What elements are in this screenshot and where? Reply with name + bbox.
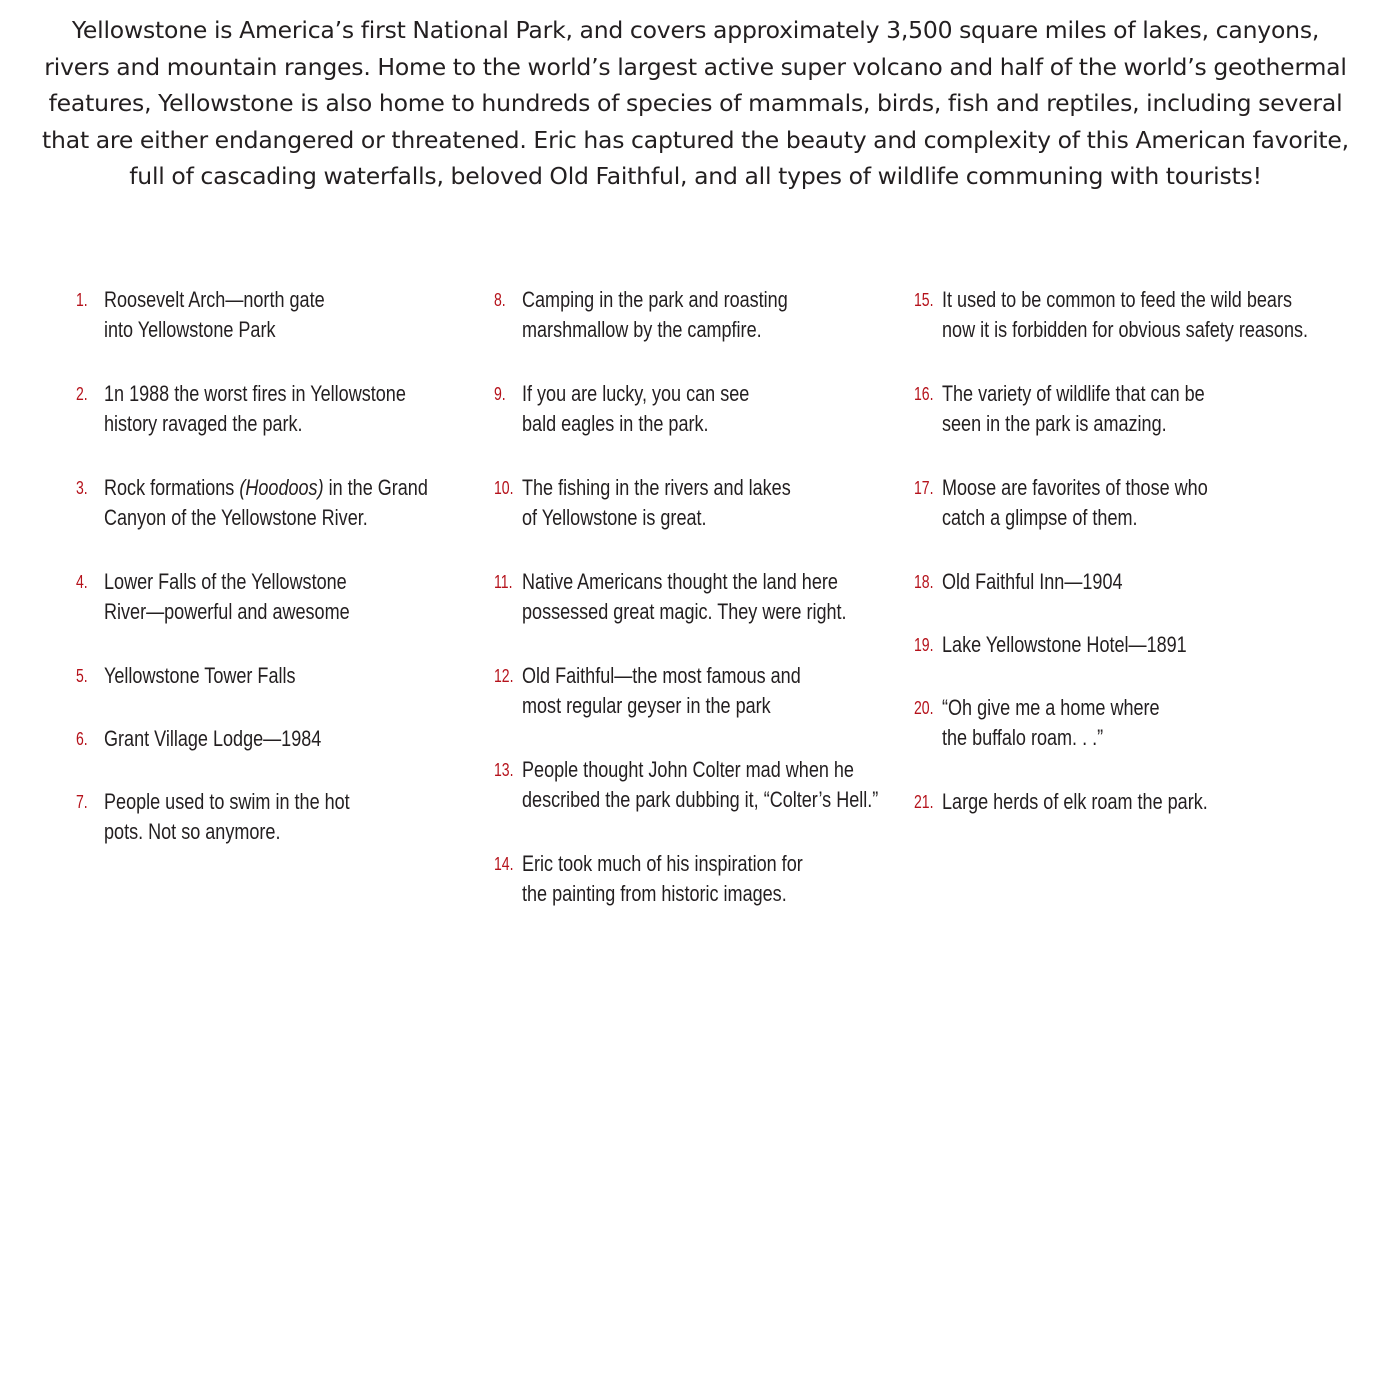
item-number: 16.: [914, 384, 934, 404]
item-number: 14.: [494, 854, 514, 874]
list-item: [76, 787, 486, 847]
item-text: Camping in the park and roasting marshmallow by the campfire.: [522, 287, 788, 342]
item-number: 21.: [914, 792, 934, 812]
item-text: Large herds of elk roam the park.: [942, 789, 1208, 814]
list-item: [914, 379, 1364, 439]
list-item: [76, 567, 486, 627]
item-number: 4.: [76, 572, 88, 592]
item-number: 18.: [914, 572, 934, 592]
list-item: [76, 285, 486, 345]
item-text: Roosevelt Arch—north gate into Yellowstone Park: [104, 287, 325, 342]
intro-paragraph: Yellowstone is America’s first National Park, and covers approximately 3,500 square miles of lakes, canyons, rivers and mountain ranges. Home to the world’s largest active super volcano and half of the world’s geothermal features, Yellowstone is also home to hundreds of species of mammals, birds, fish and reptiles, including several that are either endangered or threatened. Eric has captured the beauty and complexity of this American favorite, full of cascading waterfalls, beloved Old Faithful, and all types of wildlife communing with tourists!: [42, 16, 1349, 190]
item-text: Yellowstone Tower Falls: [104, 663, 296, 688]
item-text: People thought John Colter mad when he described the park dubbing it, “Colter’s Hell.”: [522, 757, 879, 812]
item-number: 19.: [914, 635, 934, 655]
item-number: 10.: [494, 478, 514, 498]
list-item: [914, 787, 1364, 817]
item-text: Lake Yellowstone Hotel—1891: [942, 632, 1187, 657]
list-item: [914, 693, 1364, 753]
item-text: Rock formations (Hoodoos) in the Grand Canyon of the Yellowstone River.: [104, 475, 428, 530]
list-item: [494, 285, 914, 345]
item-number: 13.: [494, 760, 514, 780]
item-emphasis: (Hoodoos): [239, 475, 324, 500]
list-item: [914, 567, 1364, 597]
list-item: [76, 661, 486, 691]
item-number: 6.: [76, 729, 88, 749]
list-column-1: [76, 285, 486, 881]
list-item: [76, 473, 486, 533]
list-item: [494, 849, 914, 909]
item-text: It used to be common to feed the wild bears now it is forbidden for obvious safety reasons.: [942, 287, 1309, 342]
item-text: Eric took much of his inspiration for the painting from historic images.: [522, 851, 803, 906]
item-number: 7.: [76, 792, 88, 812]
item-text: If you are lucky, you can see bald eagles in the park.: [522, 381, 750, 436]
list-item: [494, 661, 914, 721]
item-text: Native Americans thought the land here possessed great magic. They were right.: [522, 569, 847, 624]
item-number: 1.: [76, 290, 88, 310]
list-item: [914, 285, 1364, 345]
item-text: “Oh give me a home where the buffalo roam. . .”: [942, 695, 1160, 750]
item-text: Grant Village Lodge—1984: [104, 726, 322, 751]
item-text: The variety of wildlife that can be seen in the park is amazing.: [942, 381, 1205, 436]
item-number: 17.: [914, 478, 934, 498]
item-text: Old Faithful—the most famous and most regular geyser in the park: [522, 663, 801, 718]
item-text: Moose are favorites of those who catch a glimpse of them.: [942, 475, 1208, 530]
item-text: 1n 1988 the worst fires in Yellowstone history ravaged the park.: [104, 381, 406, 436]
item-text: People used to swim in the hot pots. Not so anymore.: [104, 789, 350, 844]
item-number: 11.: [494, 572, 513, 592]
list-column-3: [914, 285, 1364, 850]
item-text: Lower Falls of the Yellowstone River—powerful and awesome: [104, 569, 350, 624]
list-item: [914, 630, 1364, 660]
item-number: 8.: [494, 290, 506, 310]
item-number: 9.: [494, 384, 506, 404]
item-text: Old Faithful Inn—1904: [942, 569, 1123, 594]
list-item: [494, 567, 914, 627]
item-number: 12.: [494, 666, 514, 686]
item-text: The fishing in the rivers and lakes of Yellowstone is great.: [522, 475, 791, 530]
item-number: 5.: [76, 666, 88, 686]
list-item: [76, 724, 486, 754]
list-column-2: [494, 285, 914, 943]
list-item: [494, 379, 914, 439]
item-number: 15.: [914, 290, 934, 310]
list-item: [494, 755, 914, 815]
list-item: [76, 379, 486, 439]
list-item: [914, 473, 1364, 533]
list-item: [494, 473, 914, 533]
item-number: 3.: [76, 478, 88, 498]
item-number: 2.: [76, 384, 88, 404]
item-number: 20.: [914, 698, 934, 718]
